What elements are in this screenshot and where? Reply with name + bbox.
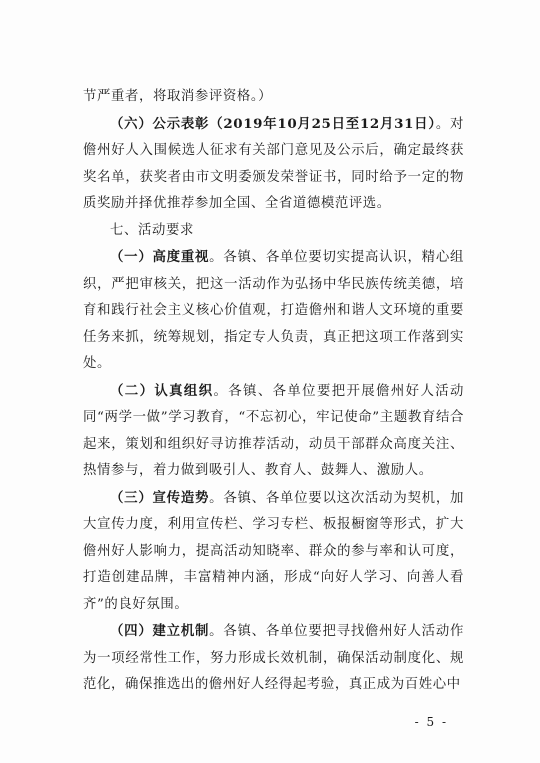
paragraph-1 — [83, 244, 464, 378]
paragraph-continued-text: 节严重者，将取消参评资格。） — [83, 89, 273, 104]
paragraph-3-heading: （三）宣传造势 — [110, 489, 210, 506]
paragraph-2-text: 。各镇、各单位要把开展儋州好人活动同“两学一做”学习教育，“不忘初心，牢记使命”主题教育结合起来，策划和组织好寻访推荐活动，动员干部群众高度关注、热情参与，着力做到吸引人、教育人、鼓舞人、激励人。 — [83, 383, 464, 478]
paragraph-1-heading: （一）高度重视 — [110, 249, 210, 265]
paragraph-award — [83, 111, 464, 218]
page-number: - 5 - — [414, 715, 448, 729]
paragraph-4-heading: （四）建立机制 — [110, 623, 210, 639]
paragraph-continued — [83, 84, 464, 111]
paragraph-4-text: 。各镇、各单位要把寻找儋州好人活动作为一项经常性工作，努力形成长效机制，确保活动制度化、规范化，确保推选出的儋州好人经得起考验，真正成为百姓心中 — [83, 624, 464, 692]
section-heading: 七、活动要求 — [110, 222, 194, 238]
paragraph-1-text: 。各镇、各单位要切实提高认识，精心组织，严把审核关，把这一活动作为弘扬中华民族传统美德，培育和践行社会主义核心价值观，打造儋州和谐人文环境的重要任务来抓，统筹规划，指定专人负责，真正把这项工作落到实处。 — [83, 250, 464, 371]
award-heading: （六）公示表彰（2019年10月25日至12月31日） — [110, 115, 436, 132]
paragraph-4 — [83, 618, 464, 699]
paragraph-2 — [83, 378, 464, 485]
paragraph-2-heading: （二）认真组织 — [110, 382, 214, 399]
paragraph-3-text: 。各镇、各单位要以这次活动为契机，加大宣传力度，利用宣传栏、学习专栏、板报橱窗等形式，扩大儋州好人影响力，提高活动知晓率、群众的参与率和认可度，打造创建品牌，丰富精神内涵，形成“向好人学习、向善人看齐”的良好氛围。 — [83, 490, 464, 612]
document-body — [83, 84, 464, 699]
award-text: 。对儋州好人入围候选人征求有关部门意见及公示后，确定最终获奖名单，获奖者由市文明委颁发荣誉证书，同时给予一定的物质奖励并择优推荐参加全国、全省道德模范评选。 — [83, 116, 464, 211]
paragraph-3 — [83, 485, 464, 619]
